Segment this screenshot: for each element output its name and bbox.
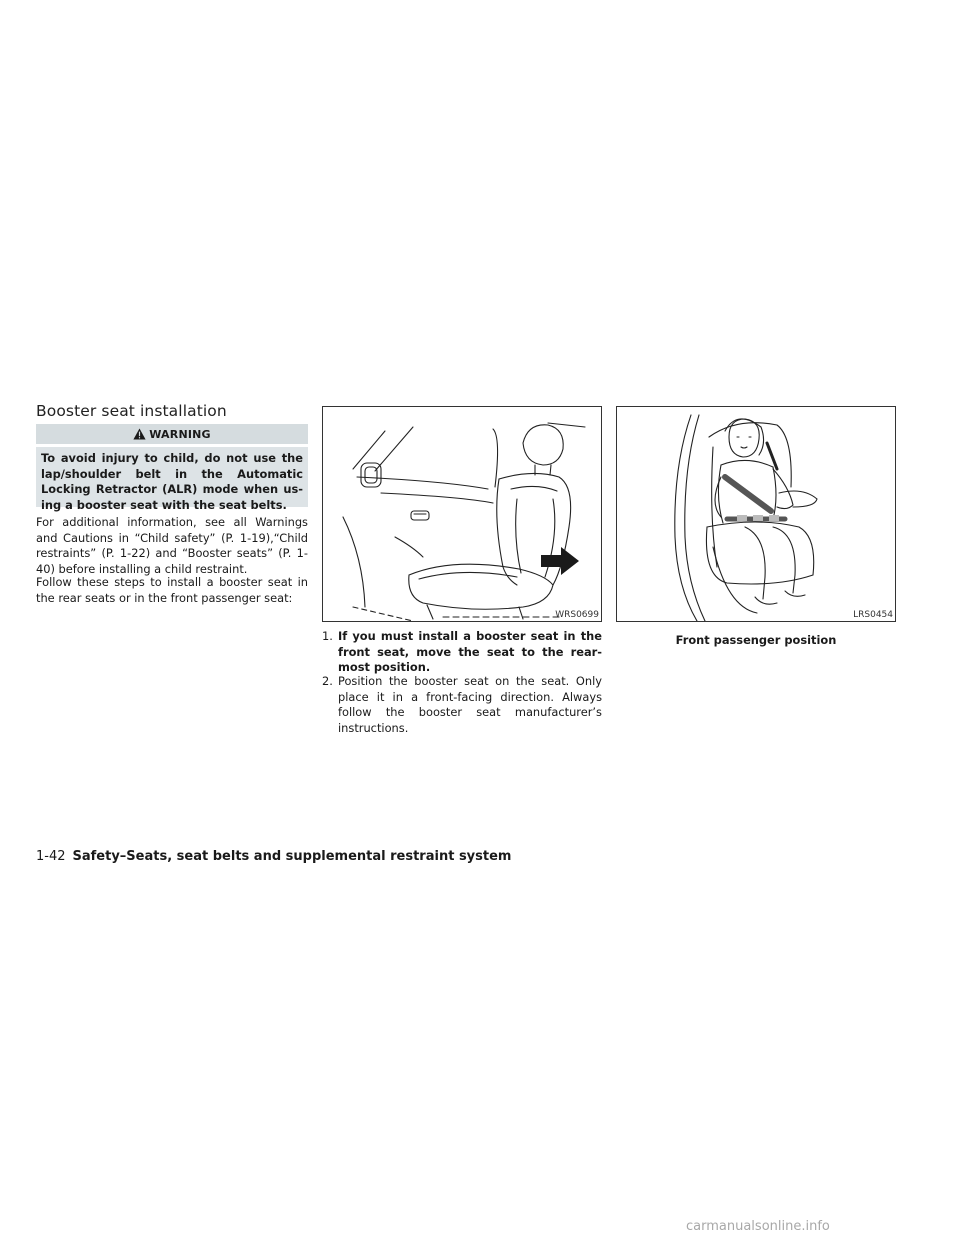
booster-child-illustration [617, 407, 896, 622]
seat-illustration [323, 407, 602, 622]
step-number: 1. [322, 629, 333, 643]
step-text: Position the booster seat on the seat. Only place it in a front-facing direction. Always follow the booster seat manufacturer’s instructions. [338, 674, 602, 735]
warning-text: To avoid injury to child, do not use the lap/shoulder belt in the Automatic Locking Retractor (ALR) mode when using a booster seat with the seat belts. [41, 451, 303, 512]
warning-header [36, 424, 308, 444]
step-text: If you must install a booster seat in the front seat, move the seat to the rearmost position. [338, 629, 602, 675]
figure-seat-rearmost [322, 406, 602, 622]
figure-booster-child [616, 406, 896, 622]
warning-body [36, 447, 308, 512]
chapter-title: Safety–Seats, seat belts and supplemental restraint system [72, 849, 512, 864]
step-1 [322, 629, 602, 676]
step-2 [322, 674, 602, 736]
figure-code: LRS0454 [853, 610, 893, 620]
paragraph-additional-info: For additional information, see all Warnings and Cautions in “Child safety” (P. 1-19),“Child restraints” (P. 1-22) and “Booster seats” (P. 1-40) before installing a child restraint. [36, 515, 308, 576]
section-title: Booster seat installation [36, 402, 227, 420]
page-footer [36, 849, 511, 864]
warning-label: WARNING [149, 427, 211, 441]
figure-caption: Front passenger position [675, 633, 837, 647]
step-number: 2. [322, 674, 333, 688]
paragraph-follow-steps: Follow these steps to install a booster seat in the rear seats or in the front passenger seat: [36, 575, 308, 605]
watermark: carmanualsonline.info [686, 1219, 830, 1234]
warning-triangle-icon [133, 428, 146, 440]
figure-code: WRS0699 [555, 610, 599, 620]
page-number: 1-42 [36, 849, 66, 864]
